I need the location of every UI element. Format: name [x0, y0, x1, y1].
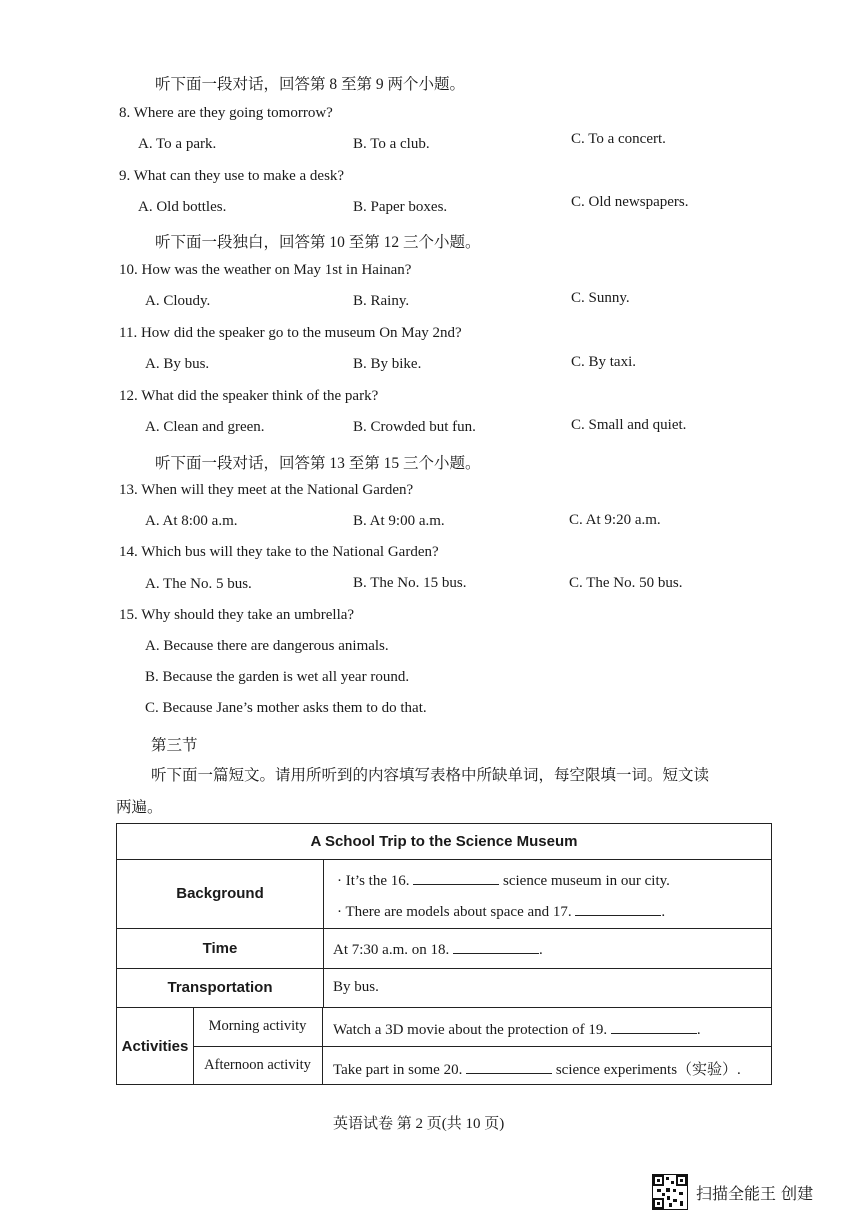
instruction-8-9: 听下面一段对话，回答第 8 至第 9 两个小题。	[155, 76, 466, 93]
option-12b: B. Crowded but fun.	[353, 419, 476, 435]
option-8b: B. To a club.	[353, 136, 430, 152]
option-13c: C. At 9:20 a.m.	[569, 512, 661, 528]
page-footer: 英语试卷 第 2 页(共 10 页)	[333, 1116, 505, 1132]
question-10: 10. How was the weather on May 1st in Hainan?	[119, 262, 412, 278]
question-9: 9. What can they use to make a desk?	[119, 168, 345, 184]
morning-text: Watch a 3D movie about the protection of 19.	[333, 1022, 608, 1038]
time-post: .	[539, 942, 543, 958]
bg-line1-text: · It’s the 16.	[337, 873, 410, 889]
blank-18[interactable]	[453, 939, 539, 954]
question-15: 15. Why should they take an umbrella?	[119, 607, 355, 623]
instruction-10-12: 听下面一段独白，回答第 10 至第 12 三个小题。	[155, 234, 481, 251]
afternoon-text: Take part in some 20.	[333, 1062, 463, 1078]
option-13a: A. At 8:00 a.m.	[145, 513, 238, 529]
table-title: A School Trip to the Science Museum	[310, 833, 578, 850]
section3-instruction-line2: 两遍。	[116, 799, 163, 816]
background-line-17	[337, 901, 665, 921]
question-11: 11. How did the speaker go to the museum On May 2nd?	[119, 325, 462, 341]
option-11b: B. By bike.	[353, 356, 422, 372]
option-11a: A. By bus.	[145, 356, 210, 372]
background-line-16	[337, 870, 670, 890]
section3-title: 第三节	[151, 737, 198, 754]
morning-activity-label: Morning activity	[208, 1018, 307, 1034]
blank-19[interactable]	[611, 1019, 697, 1034]
time-line-18	[333, 939, 543, 959]
afternoon-line-20	[333, 1058, 741, 1079]
option-11c: C. By taxi.	[571, 354, 637, 370]
transportation-value: By bus.	[333, 979, 379, 995]
option-15c: C. Because Jane’s mother asks them to do that.	[145, 700, 427, 716]
time-label: Time	[202, 939, 238, 957]
afternoon-activity-label: Afternoon activity	[204, 1057, 311, 1073]
bg-line2-text: · There are models about space and 17.	[337, 904, 572, 920]
option-10b: B. Rainy.	[353, 293, 410, 309]
activities-label: Activities	[121, 1037, 189, 1055]
transportation-label: Transportation	[167, 979, 273, 996]
option-9c: C. Old newspapers.	[571, 194, 689, 210]
section3-instruction-line1: 听下面一篇短文。请用所听到的内容填写表格中所缺单词，每空限填一词。短文读	[151, 767, 710, 784]
qr-code-icon	[652, 1174, 688, 1210]
bg-line1-post: science museum in our city.	[503, 873, 670, 889]
option-8a: A. To a park.	[138, 136, 217, 152]
question-12: 12. What did the speaker think of the park?	[119, 388, 379, 404]
morning-post: .	[696, 1022, 701, 1038]
option-14c: C. The No. 50 bus.	[569, 575, 683, 591]
option-14a: A. The No. 5 bus.	[145, 576, 252, 592]
option-15b: B. Because the garden is wet all year round.	[145, 669, 410, 685]
blank-16[interactable]	[413, 870, 499, 885]
option-10a: A. Cloudy.	[145, 293, 211, 309]
option-12a: A. Clean and green.	[145, 419, 265, 435]
question-8: 8. Where are they going tomorrow?	[119, 105, 333, 121]
scanner-watermark	[652, 1174, 813, 1210]
afternoon-post: science experiments（实验）.	[555, 1062, 741, 1078]
blank-20[interactable]	[466, 1059, 552, 1074]
morning-line-19	[333, 1019, 701, 1039]
instruction-13-15: 听下面一段对话，回答第 13 至第 15 三个小题。	[155, 455, 481, 472]
option-15a: A. Because there are dangerous animals.	[145, 638, 389, 654]
option-10c: C. Sunny.	[571, 290, 630, 306]
option-9a: A. Old bottles.	[138, 199, 227, 215]
fill-in-table	[116, 823, 772, 1085]
blank-17[interactable]	[575, 901, 661, 916]
bg-line2-post: .	[661, 904, 666, 920]
question-13: 13. When will they meet at the National Garden?	[119, 482, 414, 498]
option-12c: C. Small and quiet.	[571, 417, 687, 433]
option-14b: B. The No. 15 bus.	[353, 575, 467, 591]
time-text: At 7:30 a.m. on 18.	[333, 942, 450, 958]
scanner-label: 扫描全能王 创建	[696, 1183, 814, 1203]
option-13b: B. At 9:00 a.m.	[353, 513, 445, 529]
question-14: 14. Which bus will they take to the National Garden?	[119, 544, 439, 560]
background-label: Background	[176, 885, 264, 902]
option-9b: B. Paper boxes.	[353, 199, 448, 215]
option-8c: C. To a concert.	[571, 131, 666, 147]
